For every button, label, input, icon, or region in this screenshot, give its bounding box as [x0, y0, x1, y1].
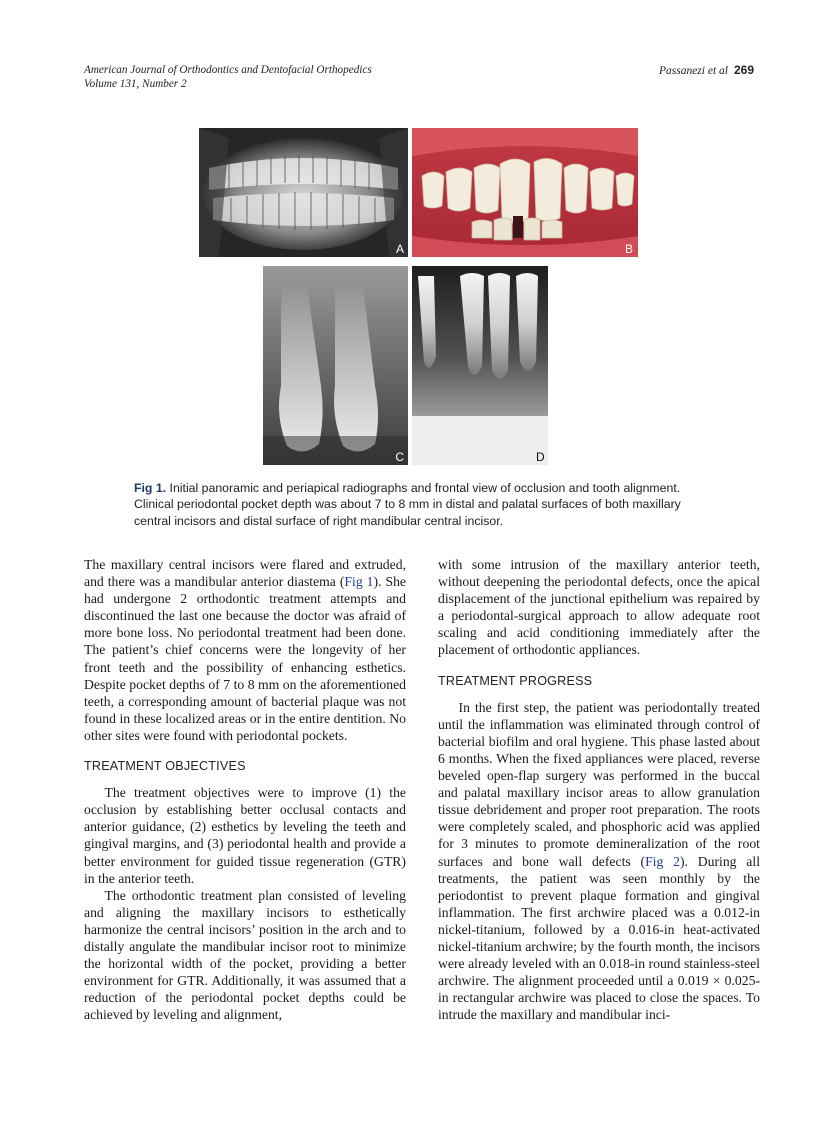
figure-caption-text: Initial panoramic and periapical radiographs and frontal view of occlusion and tooth alignment. Clinical periodontal pocket depth was about 7 to 8 mm in distal and palatal surfaces of both maxillary central incisors and distal surface of right mandibular central incisor. [134, 481, 681, 528]
right-column [438, 556, 760, 1023]
journal-volume: Volume 131, Number 2 [84, 78, 187, 90]
paragraph: The treatment objectives were to improve (1) the occlusion by establishing better occlusal contacts and anterior guidance, (2) esthetics by leveling the teeth and gingival margins, and (3) periodontal health and provide a better environment for guided tissue regeneration (GTR) in the anterior teeth. [84, 785, 406, 886]
authors: Passanezi et al [658, 65, 728, 77]
figure-panel-d-periapical-radiograph [412, 266, 548, 465]
panel-label-d: D [536, 450, 545, 464]
panel-label-c: C [395, 450, 404, 464]
paragraph-text: The maxillary central incisors were flared and extruded, and there was a mandibular anterior diastema ( [84, 557, 406, 590]
panel-label-b: B [624, 242, 633, 256]
figure-label: Fig 1. [134, 481, 167, 495]
running-header-page [659, 63, 754, 77]
figure-caption [134, 480, 706, 529]
paragraph: The orthodontic treatment plan consisted of leveling and aligning the maxillary incisors to esthetically harmonize the central incisors’ position in the arch and to distally angulate the mandibular incisor root to minimize the horizontal width of the pocket, providing a better environment for GTR. Additionally, it was assumed that a reduction of the periodontal pocket depths could be achieved by leveling and alignment, [84, 887, 406, 1023]
figure-panel-a-panoramic-radiograph [199, 128, 408, 257]
left-column [84, 556, 406, 1023]
figure-panel-b-frontal-occlusion-photo [412, 128, 638, 257]
journal-title: American Journal of Orthodontics and Dentofacial Orthopedics [84, 64, 372, 76]
figure-1-link[interactable]: Fig 1 [344, 574, 374, 590]
paragraph [84, 556, 406, 744]
paragraph: with some intrusion of the maxillary anterior teeth, without deepening the periodontal defects, once the apical displacement of the junctional epithelium was repaired by a periodontal-surgical approach to allow adequate root scaling and acid conditioning immediately after the placement of orthodontic appliances. [438, 557, 760, 658]
page-number: 269 [733, 63, 754, 77]
paragraph-text: ). During all treatments, the patient was seen monthly by the periodontist to prevent plaque formation and gingival inflammation. The first archwire placed was a 0.012-in nickel-titanium, followed by a 0.016-in heat-activated nickel-titanium archwire; by the fourth month, the incisors were already leveled with an 0.018-in round stainless-steel archwire. The alignment proceeded until a 0.019 × 0.025-in rectangular archwire was placed to close the spaces. To intrude the maxillary and mandibular inci- [438, 853, 760, 1023]
running-header-journal [84, 63, 372, 91]
paragraph-text: ). She had undergone 2 orthodontic treatment attempts and discontinued the last one because the doctor was afraid of more bone loss. No periodontal treatment had been done. The patient’s chief concerns were the longevity of her front teeth and the possibility of enhancing esthetics. Despite pocket depths of 7 to 8 mm on the aforementioned teeth, a corresponding amount of bacterial plaque was not found in these localized areas or in the entire dentition. No other sites were found with periodontal pockets. [84, 574, 407, 743]
paragraph-text: In the first step, the patient was periodontally treated until the inflammation was eliminated through control of bacterial biofilm and oral hygiene. This phase lasted about 6 months. When the fixed appliances were placed, reverse beveled open-flap surgery was performed in the buccal and palatal maxillary incisor areas to allow granulation tissue debridement and proper root preparation. The roots were completely scaled, and phosphoric acid was applied for 3 minutes to promote demineralization of the root surfaces and bone wall defects ( [438, 699, 760, 869]
panel-label-a: A [395, 242, 404, 256]
figure-2-link[interactable]: Fig 2 [645, 853, 680, 869]
figure-panel-c-periapical-radiograph [263, 266, 408, 465]
section-heading-treatment-progress: TREATMENT PROGRESS [438, 673, 593, 688]
section-heading-treatment-objectives: TREATMENT OBJECTIVES [84, 759, 246, 774]
paragraph [438, 699, 760, 1024]
